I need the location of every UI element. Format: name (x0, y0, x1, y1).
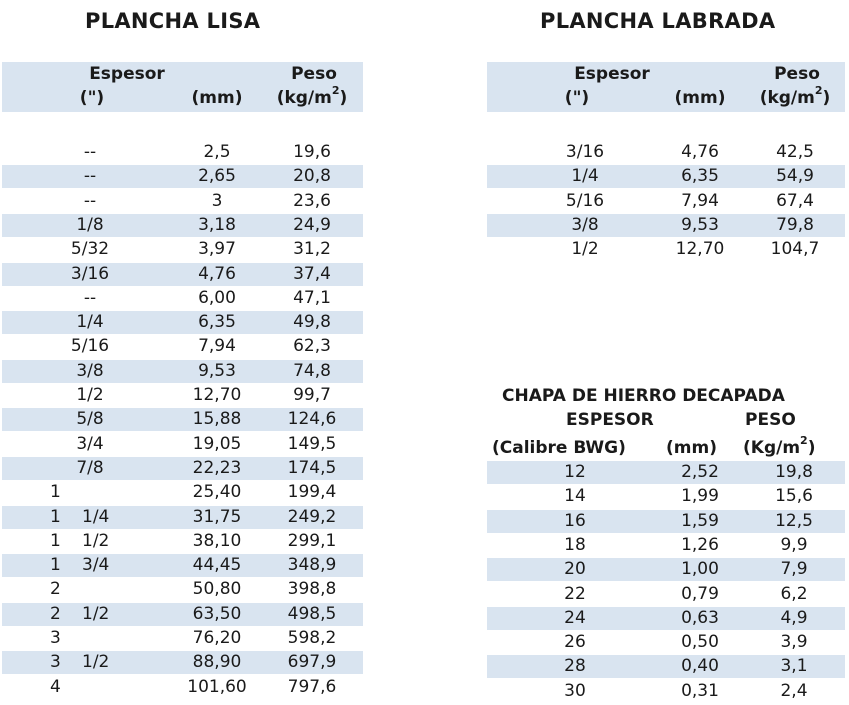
lisa-inch-fraction: 1/4 (82, 506, 110, 527)
lisa-row (2, 481, 363, 504)
chapa-row (487, 558, 845, 581)
labrada-peso: 54,9 (776, 166, 814, 187)
lisa-inch-whole: 5/32 (70, 239, 110, 260)
lisa-inch-fraction: 1/2 (82, 530, 110, 551)
chapa-peso: 6,2 (780, 583, 808, 604)
lisa-row (2, 384, 363, 407)
lisa-inch-whole: 5/8 (76, 409, 104, 430)
chapa-mm: 1,59 (681, 510, 719, 531)
lisa-mm: 25,40 (192, 482, 242, 503)
lisa-peso: 348,9 (287, 555, 337, 576)
lisa-mm: 44,45 (192, 555, 242, 576)
lisa-header-mm: (mm) (191, 88, 243, 108)
lisa-inch-whole: 3/8 (76, 360, 104, 381)
chapa-peso: 3,9 (780, 632, 808, 653)
plancha-lisa-title: PLANCHA LISA (85, 9, 261, 33)
labrada-mm: 12,70 (675, 239, 725, 260)
chapa-header-peso: PESO (745, 410, 796, 430)
labrada-row (487, 165, 845, 188)
lisa-inch-whole: 1/2 (76, 385, 104, 405)
lisa-peso: 37,4 (293, 263, 331, 284)
chapa-row (487, 680, 845, 703)
lisa-inch-whole: -- (83, 166, 97, 187)
lisa-inch-whole: 3/16 (70, 263, 110, 284)
lisa-mm: 4,76 (198, 263, 236, 284)
chapa-peso: 15,6 (775, 486, 813, 507)
lisa-mm: 88,90 (192, 652, 242, 673)
lisa-peso: 20,8 (293, 166, 331, 187)
chapa-mm: 0,50 (681, 632, 719, 653)
chapa-peso: 2,4 (780, 680, 808, 701)
lisa-row (2, 433, 363, 456)
lisa-header-unit: $(kg/m^2)$ (276, 84, 348, 108)
chapa-header-espesor: ESPESOR (566, 410, 654, 430)
lisa-row (2, 360, 363, 383)
lisa-mm: 9,53 (198, 360, 236, 381)
labrada-peso: 104,7 (770, 239, 820, 260)
labrada-peso: 42,5 (776, 142, 814, 162)
lisa-peso: 23,6 (293, 190, 331, 211)
lisa-inch-whole: 1/4 (76, 312, 104, 333)
chapa-row (487, 534, 845, 557)
chapa-mm: 1,00 (681, 559, 719, 580)
lisa-mm: 3 (211, 190, 223, 211)
lisa-inch-whole: 1 (50, 555, 61, 576)
lisa-peso: 249,2 (287, 506, 337, 527)
labrada-header-peso: Peso (774, 64, 820, 84)
lisa-row (2, 214, 363, 237)
labrada-header-espesor: Espesor (574, 64, 650, 84)
chapa-bwg: 22 (564, 583, 586, 604)
lisa-row (2, 141, 363, 164)
chapa-row (487, 655, 845, 678)
lisa-peso: 398,8 (287, 579, 337, 600)
lisa-mm: 19,05 (192, 433, 242, 454)
labrada-header-inch: (") (564, 88, 590, 108)
lisa-mm: 50,80 (192, 579, 242, 600)
lisa-inch-fraction: 1/2 (82, 603, 110, 624)
chapa-bwg: 14 (564, 486, 586, 507)
lisa-row (2, 651, 363, 674)
chapa-bwg: 30 (564, 680, 586, 701)
lisa-peso: 149,5 (287, 433, 337, 454)
chapa-mm: 0,63 (681, 607, 719, 628)
lisa-mm: 101,60 (187, 676, 247, 697)
plancha-labrada-header (487, 62, 845, 112)
lisa-inch-whole: 1/8 (76, 214, 104, 235)
chapa-bwg: 12 (564, 462, 586, 482)
lisa-peso: 74,8 (293, 360, 331, 381)
chapa-title: CHAPA DE HIERRO DECAPADA (502, 386, 785, 406)
lisa-row (2, 506, 363, 529)
lisa-mm: 38,10 (192, 530, 242, 551)
lisa-peso: 299,1 (287, 530, 337, 551)
lisa-mm: 31,75 (192, 506, 242, 527)
lisa-row (2, 165, 363, 188)
lisa-inch-whole: 3 (50, 652, 61, 673)
chapa-bwg: 28 (564, 656, 586, 677)
labrada-inch: 3/16 (565, 142, 605, 162)
labrada-mm: 4,76 (681, 142, 719, 162)
lisa-row (2, 554, 363, 577)
labrada-row (487, 190, 845, 213)
chapa-mm: 2,52 (681, 462, 719, 482)
lisa-inch-whole: 1 (50, 506, 61, 527)
chapa-row (487, 631, 845, 654)
lisa-mm: 7,94 (198, 336, 236, 357)
lisa-peso: 99,7 (293, 385, 331, 405)
lisa-mm: 63,50 (192, 603, 242, 624)
lisa-header-peso: Peso (291, 64, 337, 84)
labrada-inch: 1/4 (571, 166, 599, 187)
chapa-mm: 0,79 (681, 583, 719, 604)
chapa-peso: 3,1 (780, 656, 808, 677)
chapa-row (487, 607, 845, 630)
lisa-row (2, 238, 363, 261)
lisa-peso: 24,9 (293, 214, 331, 235)
lisa-peso: 697,9 (287, 652, 337, 673)
lisa-row (2, 287, 363, 310)
lisa-mm: 3,97 (198, 239, 236, 260)
labrada-row (487, 214, 845, 237)
lisa-inch-whole: -- (83, 190, 97, 211)
lisa-peso: 62,3 (293, 336, 331, 357)
lisa-peso: 47,1 (293, 287, 331, 308)
lisa-row (2, 408, 363, 431)
chapa-mm: 0,40 (681, 656, 719, 677)
chapa-peso: 19,8 (775, 462, 813, 482)
lisa-inch-whole: 2 (50, 603, 61, 624)
labrada-header-unit: $(kg/m^2)$ (759, 84, 831, 108)
chapa-mm: 1,99 (681, 486, 719, 507)
lisa-mm: 12,70 (192, 385, 242, 405)
labrada-peso: 67,4 (776, 190, 814, 211)
labrada-inch: 1/2 (571, 239, 599, 260)
chapa-peso: 12,5 (775, 510, 813, 531)
lisa-row (2, 603, 363, 626)
chapa-bwg: 26 (564, 632, 586, 653)
lisa-inch-whole: 1 (50, 530, 61, 551)
lisa-mm: 76,20 (192, 628, 242, 648)
lisa-mm: 2,65 (198, 166, 236, 187)
chapa-peso: 9,9 (780, 534, 808, 555)
labrada-row (487, 238, 845, 261)
lisa-mm: 6,00 (198, 287, 236, 308)
lisa-peso: 797,6 (287, 676, 337, 697)
lisa-row (2, 676, 363, 699)
plancha-labrada-title: PLANCHA LABRADA (540, 9, 776, 33)
lisa-mm: 15,88 (192, 409, 242, 430)
labrada-header-mm: (mm) (674, 88, 726, 108)
chapa-bwg: 24 (564, 607, 586, 628)
chapa-peso: 4,9 (780, 607, 808, 628)
labrada-row (487, 141, 845, 164)
plancha-lisa-header (2, 62, 363, 112)
chapa-mm: 1,26 (681, 534, 719, 555)
lisa-row (2, 457, 363, 480)
lisa-inch-fraction: 1/2 (82, 652, 110, 673)
lisa-inch-whole: -- (83, 142, 97, 162)
lisa-inch-fraction: 3/4 (82, 555, 110, 576)
lisa-peso: 199,4 (287, 482, 337, 503)
lisa-peso: 498,5 (287, 603, 337, 624)
chapa-peso: 7,9 (780, 559, 808, 580)
lisa-row (2, 311, 363, 334)
chapa-header-unit: $(Kg/m^2)$ (743, 434, 816, 458)
labrada-peso: 79,8 (776, 214, 814, 235)
lisa-inch-whole: -- (83, 287, 97, 308)
lisa-row (2, 530, 363, 553)
lisa-inch-whole: 7/8 (76, 457, 104, 478)
lisa-inch-whole: 3/4 (76, 433, 104, 454)
labrada-mm: 6,35 (681, 166, 719, 187)
chapa-header-calibre: (Calibre BWG) (492, 438, 626, 458)
lisa-peso: 19,6 (293, 142, 331, 162)
chapa-row (487, 583, 845, 606)
lisa-row (2, 263, 363, 286)
lisa-header-inch: (") (79, 88, 105, 108)
chapa-mm: 0,31 (681, 680, 719, 701)
lisa-row (2, 190, 363, 213)
chapa-bwg: 20 (564, 559, 586, 580)
chapa-row (487, 510, 845, 533)
lisa-inch-whole: 5/16 (70, 336, 110, 357)
lisa-peso: 49,8 (293, 312, 331, 333)
labrada-inch: 5/16 (565, 190, 605, 211)
lisa-peso: 124,6 (287, 409, 337, 430)
lisa-mm: 6,35 (198, 312, 236, 333)
chapa-bwg: 18 (564, 534, 586, 555)
chapa-bwg: 16 (564, 510, 586, 531)
lisa-peso: 174,5 (287, 457, 337, 478)
lisa-mm: 3,18 (198, 214, 236, 235)
lisa-inch-whole: 4 (50, 676, 61, 697)
labrada-mm: 7,94 (681, 190, 719, 211)
lisa-peso: 31,2 (293, 239, 331, 260)
lisa-inch-whole: 1 (50, 482, 61, 503)
lisa-row (2, 627, 363, 650)
labrada-mm: 9,53 (681, 214, 719, 235)
labrada-inch: 3/8 (571, 214, 599, 235)
lisa-inch-whole: 3 (50, 628, 61, 648)
lisa-header-espesor: Espesor (89, 64, 165, 84)
lisa-row (2, 578, 363, 601)
lisa-mm: 2,5 (203, 142, 231, 162)
lisa-row (2, 335, 363, 358)
chapa-header-mm: (mm) (666, 438, 717, 458)
lisa-inch-whole: 2 (50, 579, 61, 600)
lisa-peso: 598,2 (287, 628, 337, 648)
chapa-row (487, 485, 845, 508)
lisa-mm: 22,23 (192, 457, 242, 478)
chapa-row (487, 461, 845, 484)
